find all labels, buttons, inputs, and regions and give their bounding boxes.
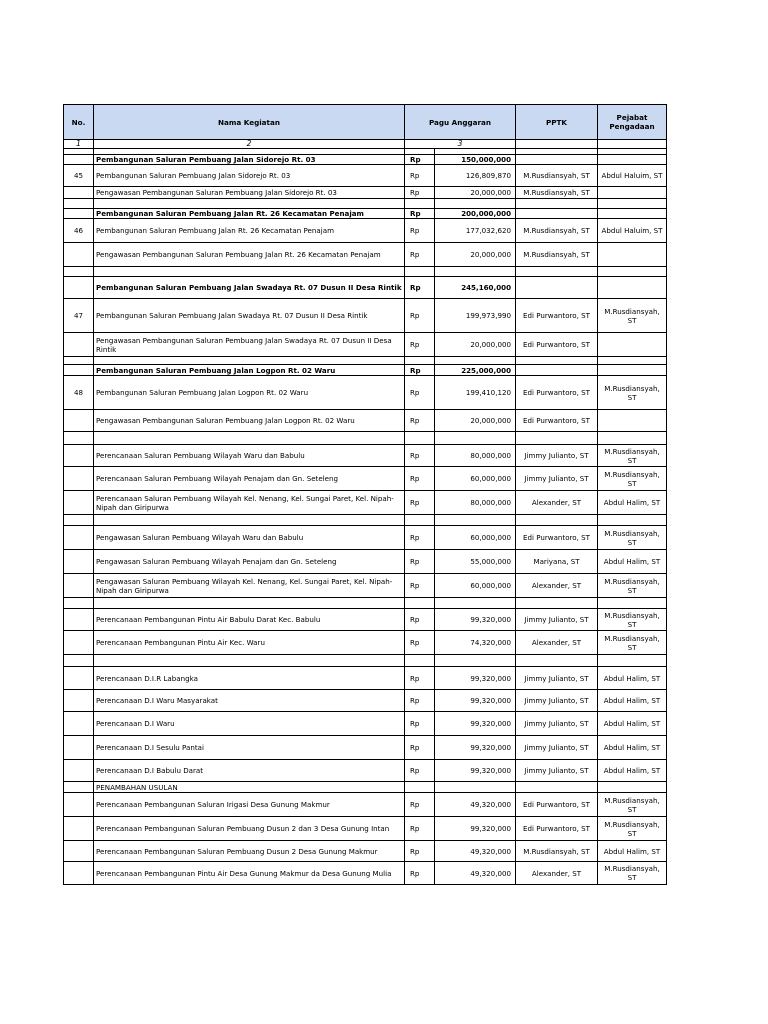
- currency-cell: [405, 598, 435, 609]
- activity-name-cell: Perencanaan Saluran Pembuang Wilayah Kel. Nenang, Kel. Sungai Paret, Kel. Nipah-Nipah dan Giripurwa: [94, 491, 405, 515]
- budget-amount-cell: 99,320,000: [435, 609, 516, 631]
- pptk-cell: Edi Purwantoro, ST: [516, 299, 598, 333]
- row-number-cell: [64, 655, 94, 667]
- activity-name-cell: Pembangunan Saluran Pembuang Jalan Sidorejo Rt. 03: [94, 155, 405, 165]
- table-row: [64, 609, 667, 631]
- activity-name-cell: Perencanaan Pembangunan Pintu Air Desa Gunung Makmur da Desa Gunung Mulia: [94, 862, 405, 885]
- row-number-cell: [64, 277, 94, 299]
- row-number-cell: [64, 155, 94, 165]
- budget-amount-cell: 150,000,000: [435, 155, 516, 165]
- table-row: [64, 155, 667, 165]
- pejabat-cell: [598, 598, 667, 609]
- currency-cell: Rp: [405, 550, 435, 574]
- activity-name-cell: Pengawasan Pembangunan Saluran Pembuang Jalan Rt. 26 Kecamatan Penajam: [94, 243, 405, 267]
- currency-cell: Rp: [405, 690, 435, 712]
- currency-cell: Rp: [405, 841, 435, 862]
- header-pagu-anggaran: Pagu Anggaran: [405, 105, 516, 140]
- row-number-cell: [64, 609, 94, 631]
- pejabat-cell: M.Rusdiansyah, ST: [598, 376, 667, 410]
- budget-amount-cell: 99,320,000: [435, 760, 516, 782]
- pptk-cell: Alexander, ST: [516, 491, 598, 515]
- activity-name-cell: Pembangunan Saluran Pembuang Jalan Swadaya Rt. 07 Dusun II Desa Rintik: [94, 277, 405, 299]
- row-number-cell: [64, 243, 94, 267]
- pejabat-cell: [598, 333, 667, 357]
- budget-amount-cell: 60,000,000: [435, 526, 516, 550]
- table-row: [64, 667, 667, 690]
- currency-cell: Rp: [405, 467, 435, 491]
- budget-amount-cell: [435, 782, 516, 793]
- currency-cell: [405, 199, 435, 209]
- budget-amount-cell: 20,000,000: [435, 410, 516, 432]
- budget-amount-cell: 245,160,000: [435, 277, 516, 299]
- row-number-cell: [64, 445, 94, 467]
- pejabat-cell: [598, 277, 667, 299]
- budget-amount-cell: [435, 598, 516, 609]
- currency-cell: Rp: [405, 712, 435, 736]
- table-row: [64, 631, 667, 655]
- table-row: [64, 376, 667, 410]
- index-cell-4: [516, 140, 598, 149]
- activity-name-cell: Pembangunan Saluran Pembuang Jalan Rt. 26 Kecamatan Penajam: [94, 219, 405, 243]
- table-row: [64, 365, 667, 376]
- pejabat-cell: M.Rusdiansyah, ST: [598, 862, 667, 885]
- currency-cell: [405, 515, 435, 526]
- row-number-cell: 45: [64, 165, 94, 187]
- budget-amount-cell: 80,000,000: [435, 445, 516, 467]
- table-row: [64, 243, 667, 267]
- pptk-cell: Jimmy Julianto, ST: [516, 690, 598, 712]
- currency-cell: [405, 655, 435, 667]
- activity-name-cell: Pembangunan Saluran Pembuang Jalan Sidorejo Rt. 03: [94, 165, 405, 187]
- pptk-cell: Alexander, ST: [516, 631, 598, 655]
- budget-amount-cell: 99,320,000: [435, 690, 516, 712]
- table-row: [64, 841, 667, 862]
- table-row: [64, 357, 667, 365]
- budget-amount-cell: 99,320,000: [435, 712, 516, 736]
- budget-amount-cell: 199,410,120: [435, 376, 516, 410]
- activity-name-cell: PENAMBAHAN USULAN: [94, 782, 405, 793]
- pptk-cell: Jimmy Julianto, ST: [516, 736, 598, 760]
- currency-cell: Rp: [405, 609, 435, 631]
- pejabat-cell: [598, 199, 667, 209]
- pptk-cell: Jimmy Julianto, ST: [516, 712, 598, 736]
- header-pejabat-pengadaan: Pejabat Pengadaan: [598, 105, 667, 140]
- budget-amount-cell: 225,000,000: [435, 365, 516, 376]
- table-row: [64, 712, 667, 736]
- header-pptk: PPTK: [516, 105, 598, 140]
- currency-cell: Rp: [405, 410, 435, 432]
- budget-amount-cell: [435, 432, 516, 445]
- budget-amount-cell: 199,973,990: [435, 299, 516, 333]
- row-number-cell: 48: [64, 376, 94, 410]
- row-number-cell: [64, 357, 94, 365]
- table-row: [64, 277, 667, 299]
- pejabat-cell: M.Rusdiansyah, ST: [598, 631, 667, 655]
- row-number-cell: [64, 515, 94, 526]
- table-row: [64, 432, 667, 445]
- pejabat-cell: [598, 432, 667, 445]
- table-row: [64, 598, 667, 609]
- pejabat-cell: M.Rusdiansyah, ST: [598, 445, 667, 467]
- activity-name-cell: Pengawasan Saluran Pembuang Wilayah Kel. Nenang, Kel. Sungai Paret, Kel. Nipah-Nipah dan Giripurwa: [94, 574, 405, 598]
- table-row: [64, 165, 667, 187]
- budget-amount-cell: 99,320,000: [435, 736, 516, 760]
- pptk-cell: M.Rusdiansyah, ST: [516, 165, 598, 187]
- table-row: [64, 467, 667, 491]
- budget-amount-cell: 20,000,000: [435, 243, 516, 267]
- table-row: [64, 690, 667, 712]
- pptk-cell: Edi Purwantoro, ST: [516, 793, 598, 817]
- currency-cell: Rp: [405, 187, 435, 199]
- row-number-cell: [64, 526, 94, 550]
- table-row: [64, 817, 667, 841]
- row-number-cell: [64, 187, 94, 199]
- budget-amount-cell: [435, 655, 516, 667]
- currency-cell: Rp: [405, 491, 435, 515]
- table-row: [64, 515, 667, 526]
- activity-name-cell: Pengawasan Saluran Pembuang Wilayah Penajam dan Gn. Seteleng: [94, 550, 405, 574]
- activity-name-cell: Perencanaan Pembangunan Pintu Air Babulu Darat Kec. Babulu: [94, 609, 405, 631]
- table-row: [64, 782, 667, 793]
- index-cell-5: [598, 140, 667, 149]
- budget-amount-cell: [435, 515, 516, 526]
- row-number-cell: [64, 862, 94, 885]
- pejabat-cell: [598, 243, 667, 267]
- budget-amount-cell: 126,809,870: [435, 165, 516, 187]
- pejabat-cell: Abdul Halim, ST: [598, 712, 667, 736]
- pptk-cell: Jimmy Julianto, ST: [516, 760, 598, 782]
- activity-name-cell: Pengawasan Pembangunan Saluran Pembuang Jalan Sidorejo Rt. 03: [94, 187, 405, 199]
- pejabat-cell: [598, 655, 667, 667]
- table-row: [64, 793, 667, 817]
- index-cell-1: 1: [64, 140, 94, 149]
- pejabat-cell: M.Rusdiansyah, ST: [598, 793, 667, 817]
- table-row: [64, 410, 667, 432]
- activity-name-cell: Perencanaan Saluran Pembuang Wilayah Penajam dan Gn. Seteleng: [94, 467, 405, 491]
- currency-cell: Rp: [405, 760, 435, 782]
- pptk-cell: Jimmy Julianto, ST: [516, 609, 598, 631]
- pptk-cell: Jimmy Julianto, ST: [516, 467, 598, 491]
- table-row: [64, 862, 667, 885]
- currency-cell: Rp: [405, 299, 435, 333]
- activity-name-cell: [94, 598, 405, 609]
- pptk-cell: M.Rusdiansyah, ST: [516, 841, 598, 862]
- row-number-cell: [64, 817, 94, 841]
- table-row: [64, 187, 667, 199]
- row-number-cell: [64, 782, 94, 793]
- budget-amount-cell: [435, 199, 516, 209]
- row-number-cell: [64, 574, 94, 598]
- pptk-cell: [516, 357, 598, 365]
- row-number-cell: [64, 793, 94, 817]
- activity-name-cell: Perencanaan D.I Sesulu Pantai: [94, 736, 405, 760]
- index-cell-3: 3: [405, 140, 516, 149]
- pptk-cell: Edi Purwantoro, ST: [516, 376, 598, 410]
- budget-amount-cell: 177,032,620: [435, 219, 516, 243]
- table-body: [64, 149, 667, 885]
- pptk-cell: [516, 655, 598, 667]
- row-number-cell: [64, 209, 94, 219]
- currency-cell: Rp: [405, 219, 435, 243]
- currency-cell: Rp: [405, 574, 435, 598]
- header-no: No.: [64, 105, 94, 140]
- currency-cell: Rp: [405, 376, 435, 410]
- budget-amount-cell: 49,320,000: [435, 841, 516, 862]
- pptk-cell: Alexander, ST: [516, 862, 598, 885]
- activity-name-cell: Perencanaan Pembangunan Pintu Air Kec. Waru: [94, 631, 405, 655]
- activity-name-cell: [94, 357, 405, 365]
- table-row: [64, 574, 667, 598]
- pejabat-cell: [598, 209, 667, 219]
- row-number-cell: [64, 760, 94, 782]
- pejabat-cell: [598, 187, 667, 199]
- pejabat-cell: Abdul Halim, ST: [598, 667, 667, 690]
- pejabat-cell: Abdul Halim, ST: [598, 736, 667, 760]
- pptk-cell: [516, 277, 598, 299]
- pptk-cell: Alexander, ST: [516, 574, 598, 598]
- pejabat-cell: [598, 365, 667, 376]
- activity-name-cell: Perencanaan D.I Waru: [94, 712, 405, 736]
- row-number-cell: [64, 467, 94, 491]
- currency-cell: Rp: [405, 165, 435, 187]
- pejabat-cell: Abdul Halim, ST: [598, 491, 667, 515]
- activity-name-cell: Perencanaan D.I Babulu Darat: [94, 760, 405, 782]
- activity-name-cell: Pengawasan Saluran Pembuang Wilayah Waru dan Babulu: [94, 526, 405, 550]
- activity-name-cell: Perencanaan D.I Waru Masyarakat: [94, 690, 405, 712]
- row-number-cell: [64, 550, 94, 574]
- row-number-cell: [64, 491, 94, 515]
- currency-cell: Rp: [405, 243, 435, 267]
- table-row: [64, 655, 667, 667]
- row-number-cell: [64, 667, 94, 690]
- activity-name-cell: Perencanaan Saluran Pembuang Wilayah Waru dan Babulu: [94, 445, 405, 467]
- pejabat-cell: [598, 410, 667, 432]
- currency-cell: Rp: [405, 631, 435, 655]
- table-row: [64, 550, 667, 574]
- row-number-cell: [64, 267, 94, 277]
- pejabat-cell: [598, 155, 667, 165]
- pptk-cell: Edi Purwantoro, ST: [516, 817, 598, 841]
- currency-cell: Rp: [405, 736, 435, 760]
- currency-cell: Rp: [405, 333, 435, 357]
- pptk-cell: M.Rusdiansyah, ST: [516, 243, 598, 267]
- row-number-cell: 47: [64, 299, 94, 333]
- budget-amount-cell: 200,000,000: [435, 209, 516, 219]
- pejabat-cell: M.Rusdiansyah, ST: [598, 299, 667, 333]
- activity-name-cell: Perencanaan Pembangunan Saluran Irigasi Desa Gunung Makmur: [94, 793, 405, 817]
- pptk-cell: [516, 365, 598, 376]
- pptk-cell: M.Rusdiansyah, ST: [516, 219, 598, 243]
- row-number-cell: [64, 598, 94, 609]
- budget-amount-cell: 20,000,000: [435, 187, 516, 199]
- table-row: [64, 219, 667, 243]
- currency-cell: Rp: [405, 793, 435, 817]
- currency-cell: [405, 782, 435, 793]
- activity-name-cell: Perencanaan Pembangunan Saluran Pembuang Dusun 2 dan 3 Desa Gunung Intan: [94, 817, 405, 841]
- pejabat-cell: M.Rusdiansyah, ST: [598, 609, 667, 631]
- currency-cell: Rp: [405, 526, 435, 550]
- budget-amount-cell: 60,000,000: [435, 467, 516, 491]
- table-row: [64, 333, 667, 357]
- budget-amount-cell: 99,320,000: [435, 667, 516, 690]
- activity-name-cell: Pembangunan Saluran Pembuang Jalan Swadaya Rt. 07 Dusun II Desa Rintik: [94, 299, 405, 333]
- currency-cell: Rp: [405, 277, 435, 299]
- index-cell-2: 2: [94, 140, 405, 149]
- table-row: [64, 526, 667, 550]
- pejabat-cell: Abdul Haluim, ST: [598, 165, 667, 187]
- currency-cell: Rp: [405, 817, 435, 841]
- budget-amount-cell: 55,000,000: [435, 550, 516, 574]
- row-number-cell: [64, 712, 94, 736]
- activity-name-cell: Pembangunan Saluran Pembuang Jalan Rt. 26 Kecamatan Penajam: [94, 209, 405, 219]
- row-number-cell: 46: [64, 219, 94, 243]
- pptk-cell: Edi Purwantoro, ST: [516, 526, 598, 550]
- pptk-cell: [516, 515, 598, 526]
- row-number-cell: [64, 333, 94, 357]
- pptk-cell: [516, 598, 598, 609]
- table-row: [64, 445, 667, 467]
- pptk-cell: M.Rusdiansyah, ST: [516, 187, 598, 199]
- pptk-cell: [516, 267, 598, 277]
- pptk-cell: Jimmy Julianto, ST: [516, 667, 598, 690]
- pejabat-cell: [598, 515, 667, 526]
- pptk-cell: Edi Purwantoro, ST: [516, 333, 598, 357]
- pptk-cell: Edi Purwantoro, ST: [516, 410, 598, 432]
- activity-name-cell: Pembangunan Saluran Pembuang Jalan Logpon Rt. 02 Waru: [94, 365, 405, 376]
- column-index-row: [64, 140, 667, 149]
- table-row: [64, 209, 667, 219]
- currency-cell: [405, 432, 435, 445]
- pejabat-cell: [598, 782, 667, 793]
- budget-amount-cell: 49,320,000: [435, 862, 516, 885]
- row-number-cell: [64, 432, 94, 445]
- pptk-cell: [516, 155, 598, 165]
- activity-name-cell: [94, 655, 405, 667]
- activity-name-cell: [94, 267, 405, 277]
- table-row: [64, 299, 667, 333]
- budget-amount-cell: 99,320,000: [435, 817, 516, 841]
- pptk-cell: [516, 209, 598, 219]
- currency-cell: [405, 357, 435, 365]
- row-number-cell: [64, 690, 94, 712]
- budget-amount-cell: [435, 357, 516, 365]
- pejabat-cell: M.Rusdiansyah, ST: [598, 467, 667, 491]
- budget-amount-cell: 80,000,000: [435, 491, 516, 515]
- pejabat-cell: Abdul Halim, ST: [598, 550, 667, 574]
- currency-cell: Rp: [405, 209, 435, 219]
- spreadsheet-page: [63, 104, 667, 885]
- table-row: [64, 491, 667, 515]
- budget-amount-cell: 20,000,000: [435, 333, 516, 357]
- row-number-cell: [64, 365, 94, 376]
- pejabat-cell: [598, 357, 667, 365]
- row-number-cell: [64, 410, 94, 432]
- pejabat-cell: Abdul Haluim, ST: [598, 219, 667, 243]
- pptk-cell: Jimmy Julianto, ST: [516, 445, 598, 467]
- pptk-cell: [516, 432, 598, 445]
- currency-cell: Rp: [405, 365, 435, 376]
- row-number-cell: [64, 631, 94, 655]
- activity-name-cell: Perencanaan Pembangunan Saluran Pembuang Dusun 2 Desa Gunung Makmur: [94, 841, 405, 862]
- pejabat-cell: M.Rusdiansyah, ST: [598, 817, 667, 841]
- header-nama-kegiatan: Nama Kegiatan: [94, 105, 405, 140]
- currency-cell: Rp: [405, 862, 435, 885]
- currency-cell: Rp: [405, 155, 435, 165]
- pptk-cell: [516, 199, 598, 209]
- pptk-cell: Mariyana, ST: [516, 550, 598, 574]
- activity-name-cell: [94, 432, 405, 445]
- pptk-cell: [516, 782, 598, 793]
- row-number-cell: [64, 199, 94, 209]
- activity-name-cell: Pengawasan Pembangunan Saluran Pembuang Jalan Swadaya Rt. 07 Dusun II Desa Rintik: [94, 333, 405, 357]
- row-number-cell: [64, 841, 94, 862]
- pejabat-cell: M.Rusdiansyah, ST: [598, 574, 667, 598]
- table-row: [64, 736, 667, 760]
- currency-cell: Rp: [405, 445, 435, 467]
- pejabat-cell: [598, 267, 667, 277]
- header-row: [64, 105, 667, 140]
- activity-name-cell: Pembangunan Saluran Pembuang Jalan Logpon Rt. 02 Waru: [94, 376, 405, 410]
- pejabat-cell: Abdul Halim, ST: [598, 760, 667, 782]
- activity-name-cell: Perencanaan D.I.R Labangka: [94, 667, 405, 690]
- table-row: [64, 760, 667, 782]
- row-number-cell: [64, 736, 94, 760]
- currency-cell: Rp: [405, 667, 435, 690]
- budget-amount-cell: 49,320,000: [435, 793, 516, 817]
- pejabat-cell: Abdul Halim, ST: [598, 690, 667, 712]
- pejabat-cell: Abdul Halim, ST: [598, 841, 667, 862]
- pejabat-cell: M.Rusdiansyah, ST: [598, 526, 667, 550]
- budget-amount-cell: 60,000,000: [435, 574, 516, 598]
- budget-amount-cell: 74,320,000: [435, 631, 516, 655]
- budget-amount-cell: [435, 267, 516, 277]
- activity-budget-table: [63, 104, 667, 885]
- table-row: [64, 267, 667, 277]
- currency-cell: [405, 267, 435, 277]
- activity-name-cell: [94, 515, 405, 526]
- table-row: [64, 199, 667, 209]
- activity-name-cell: [94, 199, 405, 209]
- activity-name-cell: Pengawasan Pembangunan Saluran Pembuang Jalan Logpon Rt. 02 Waru: [94, 410, 405, 432]
